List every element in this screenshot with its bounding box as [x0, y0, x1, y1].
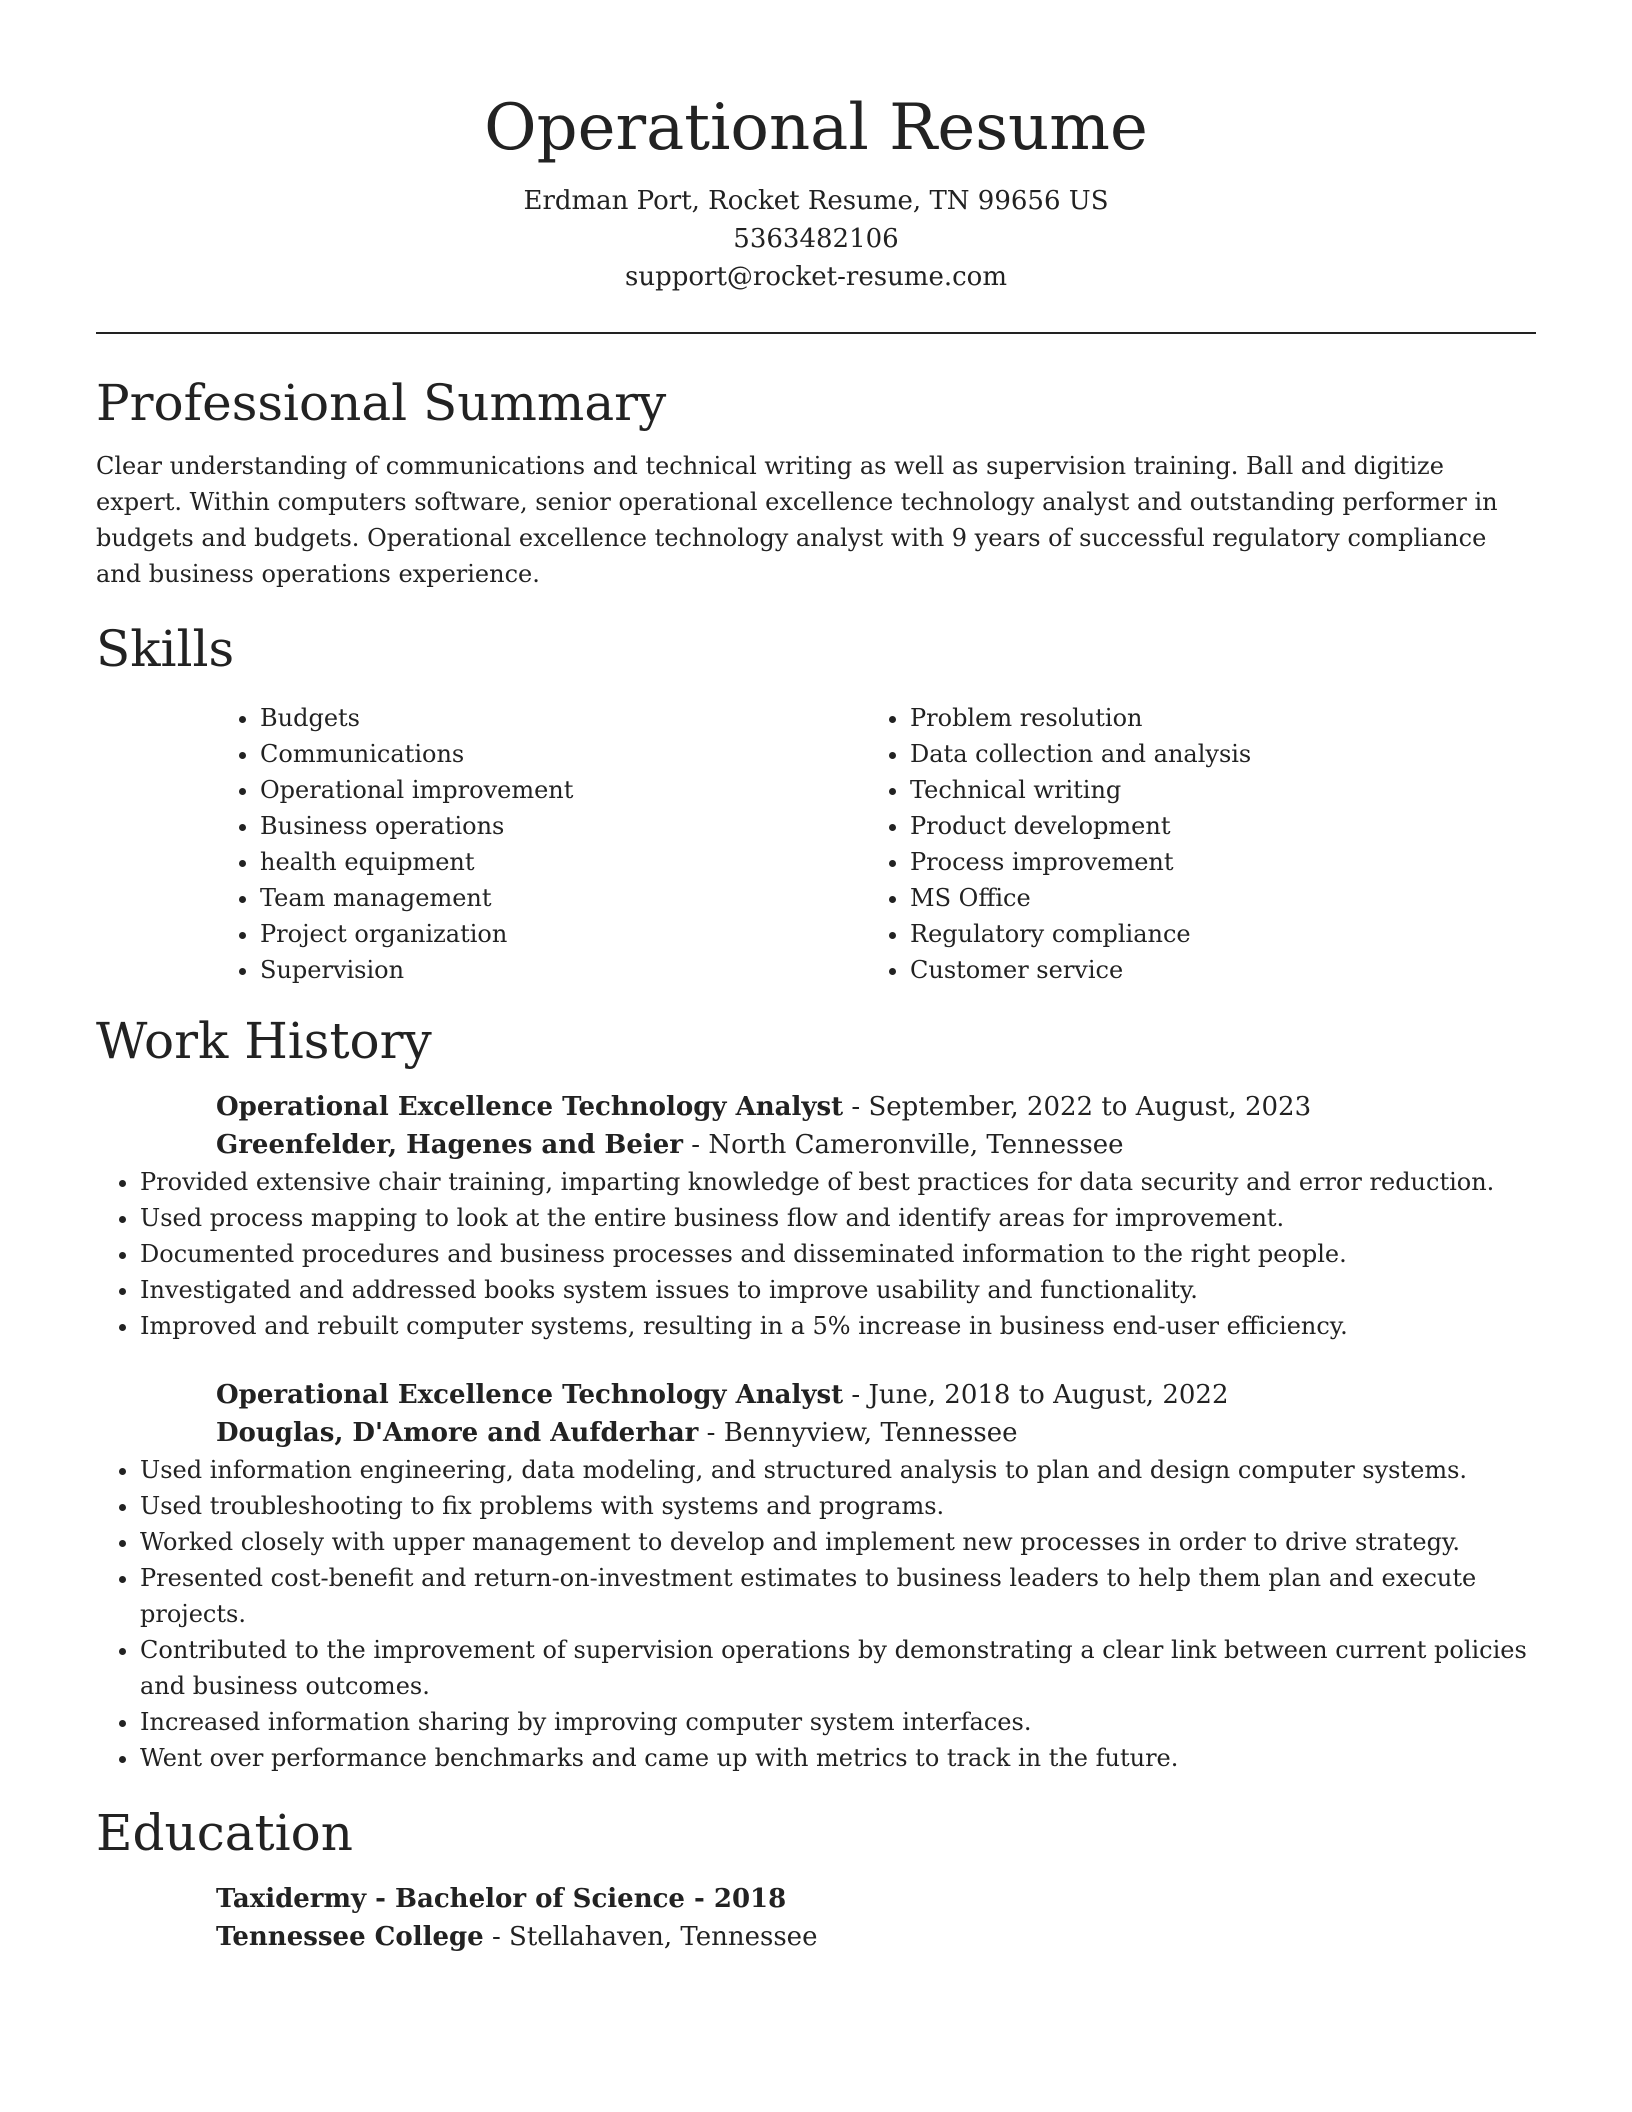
skill-item: • MS Office: [910, 880, 1516, 916]
skill-item: • Product development: [910, 808, 1516, 844]
job-bullet: • Worked closely with upper management to develop and implement new processes in order to drive strategy.: [140, 1524, 1536, 1560]
header-divider: [96, 332, 1536, 334]
job-bullet: • Went over performance benchmarks and came up with metrics to track in the future.: [140, 1740, 1536, 1776]
job-bullet: • Provided extensive chair training, imparting knowledge of best practices for data security and error reduction.: [140, 1164, 1536, 1200]
education-entry: [216, 1880, 1536, 1956]
job-bullet: • Investigated and addressed books system issues to improve usability and functionality.: [140, 1272, 1536, 1308]
skill-item: • Business operations: [260, 808, 866, 844]
work-history-section: [96, 1006, 1536, 1776]
skill-item: • Team management: [260, 880, 866, 916]
skills-column-right: [866, 700, 1516, 988]
job-bullet: • Documented procedures and business processes and disseminated information to the right people.: [140, 1236, 1536, 1272]
skill-item: • Budgets: [260, 700, 866, 736]
skills-grid: [216, 700, 1536, 988]
contact-email: support@rocket-resume.com: [624, 262, 1007, 292]
education-degree: Taxidermy - Bachelor of Science - 2018: [216, 1884, 787, 1914]
education-school-line: [216, 1918, 1536, 1956]
contact-address: Erdman Port, Rocket Resume, TN 99656 US: [523, 186, 1109, 216]
job-bullets: [96, 1452, 1536, 1776]
skill-item: • Customer service: [910, 952, 1516, 988]
job-bullet: • Presented cost-benefit and return-on-investment estimates to business leaders to help them plan and execute projects.: [140, 1560, 1536, 1632]
education-location: - Stellahaven, Tennessee: [483, 1922, 818, 1952]
skill-item: • Process improvement: [910, 844, 1516, 880]
skills-section: [96, 614, 1536, 988]
job-bullet: • Improved and rebuilt computer systems, resulting in a 5% increase in business end-user efficiency.: [140, 1308, 1536, 1344]
job-bullet: • Contributed to the improvement of supervision operations by demonstrating a clear link between current policies and business outcomes.: [140, 1632, 1536, 1704]
resume-header: [96, 0, 1536, 296]
summary-heading: Professional Summary: [96, 374, 667, 432]
summary-text: Clear understanding of communications and technical writing as well as supervision training. Ball and digitize expert. Within computers software, senior operational excellence technology analyst and outstanding performer in budgets and budgets. Operational excellence technology analyst with 9 years of successful regulatory compliance and business operations experience.: [96, 452, 1498, 588]
skill-item: • Project organization: [260, 916, 866, 952]
contact-phone: 5363482106: [733, 224, 899, 254]
job-dates: - June, 2018 to August, 2022: [843, 1380, 1229, 1410]
job-company: Greenfelder, Hagenes and Beier: [216, 1130, 684, 1160]
job-title-line: [216, 1088, 1536, 1126]
job-bullets: [96, 1164, 1536, 1344]
education-degree-line: [216, 1880, 1536, 1918]
job-company-line: [216, 1126, 1536, 1164]
skill-item: • Regulatory compliance: [910, 916, 1516, 952]
skill-item: • Supervision: [260, 952, 866, 988]
job-location: - Bennyview, Tennessee: [698, 1418, 1018, 1448]
job-title: Operational Excellence Technology Analyst: [216, 1380, 844, 1410]
skill-item: • Operational improvement: [260, 772, 866, 808]
job-bullet: • Used troubleshooting to fix problems with systems and programs.: [140, 1488, 1536, 1524]
education-section: [96, 1798, 1536, 1956]
skill-item: • Data collection and analysis: [910, 736, 1516, 772]
job-entry: [216, 1088, 1536, 1164]
skill-item: • health equipment: [260, 844, 866, 880]
education-school: Tennessee College: [216, 1922, 484, 1952]
skill-item: • Communications: [260, 736, 866, 772]
skill-item: • Technical writing: [910, 772, 1516, 808]
skill-item: • Problem resolution: [910, 700, 1516, 736]
job-title-line: [216, 1376, 1536, 1414]
resume-title: Operational Resume: [484, 91, 1148, 165]
contact-info: [96, 182, 1536, 296]
work-history-heading: Work History: [96, 1012, 432, 1070]
resume-page: [96, 0, 1536, 1956]
job-entry: [216, 1376, 1536, 1452]
job-bullet: • Used information engineering, data modeling, and structured analysis to plan and design computer systems.: [140, 1452, 1536, 1488]
job-company: Douglas, D'Amore and Aufderhar: [216, 1418, 699, 1448]
job-dates: - September, 2022 to August, 2023: [843, 1092, 1312, 1122]
job-location: - North Cameronville, Tennessee: [683, 1130, 1124, 1160]
skills-heading: Skills: [96, 620, 235, 678]
job-bullet: • Increased information sharing by improving computer system interfaces.: [140, 1704, 1536, 1740]
education-heading: Education: [96, 1804, 353, 1862]
summary-section: [96, 368, 1536, 592]
job-company-line: [216, 1414, 1536, 1452]
skills-column-left: [216, 700, 866, 988]
job-bullet: • Used process mapping to look at the entire business flow and identify areas for improvement.: [140, 1200, 1536, 1236]
job-title: Operational Excellence Technology Analyst: [216, 1092, 844, 1122]
